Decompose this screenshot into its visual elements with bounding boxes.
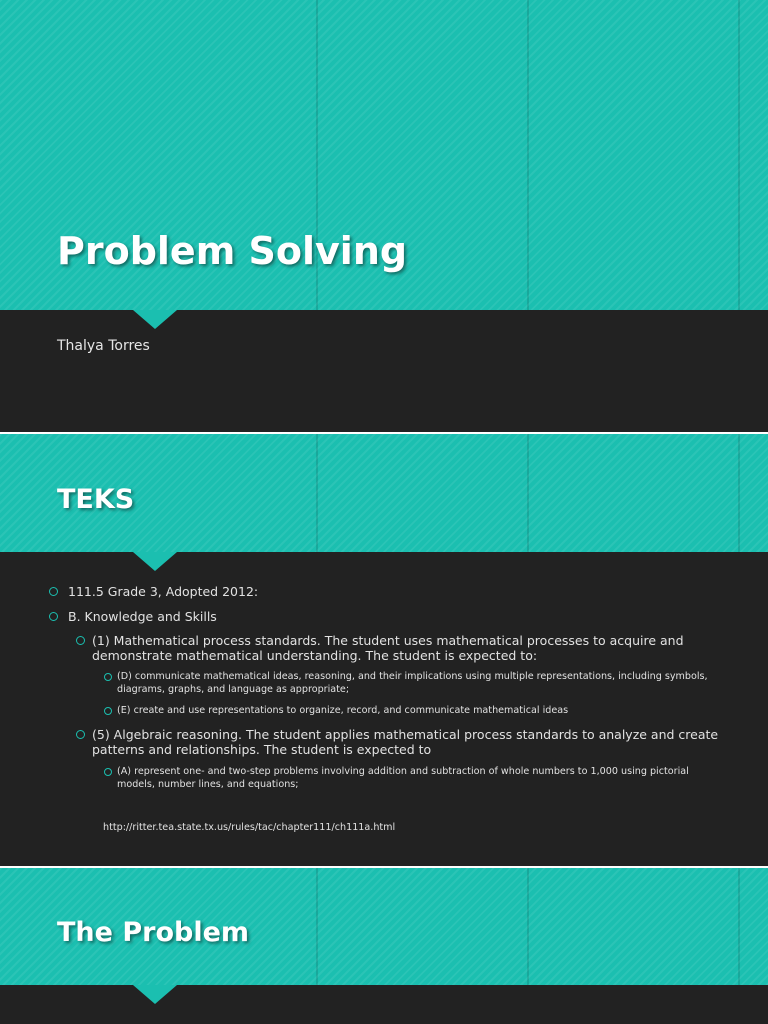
slide-header-band [0,0,768,310]
slide-teks [0,434,768,866]
source-url: http://ritter.tea.state.tx.us/rules/tac/chapter111/ch111a.html [103,822,396,833]
slide-title [0,0,768,432]
list-item [104,705,717,718]
slide-body-panel [0,310,768,432]
list-item [104,766,717,791]
slide-header-band [0,868,768,985]
slide-heading: TEKS [57,484,135,515]
circle-bullet-icon [104,673,112,681]
circle-bullet-icon [104,707,112,715]
slide-the-problem [0,868,768,1024]
list-item [76,727,728,757]
circle-bullet-icon [49,587,58,596]
list-item [104,671,717,696]
list-item [49,609,748,624]
circle-bullet-icon [76,730,85,739]
list-item-text: B. Knowledge and Skills [68,609,217,624]
circle-bullet-icon [104,768,112,776]
list-item-text: (E) create and use representations to organize, record, and communicate mathematical ideas [117,705,569,716]
slide-header-band [0,434,768,552]
notch-decoration [133,310,177,329]
slide-body-panel [0,985,768,1024]
slide-heading: The Problem [57,917,250,948]
notch-decoration [133,552,177,571]
list-item [76,633,728,663]
circle-bullet-icon [49,612,58,621]
list-item-text: (1) Mathematical process standards. The student uses mathematical processes to acquire and demonstrate mathematical understanding. The student is expected to: [92,633,684,663]
presentation-author: Thalya Torres [57,338,150,354]
circle-bullet-icon [76,636,85,645]
notch-decoration [133,985,177,1004]
list-item-text: (5) Algebraic reasoning. The student applies mathematical process standards to analyze and create patterns and relationships. The student is expected to [92,727,719,757]
slide-body-panel [0,552,768,866]
list-item-text: (D) communicate mathematical ideas, reasoning, and their implications using multiple representations, including symbols, diagrams, graphs, and language as appropriate; [117,671,708,695]
list-item-text: (A) represent one- and two-step problems involving addition and subtraction of whole numbers to 1,000 using pictorial models, number lines, and equations; [117,766,689,790]
list-item [49,584,748,599]
slide-title-heading: Problem Solving [57,229,408,273]
list-item-text: 111.5 Grade 3, Adopted 2012: [68,584,259,599]
